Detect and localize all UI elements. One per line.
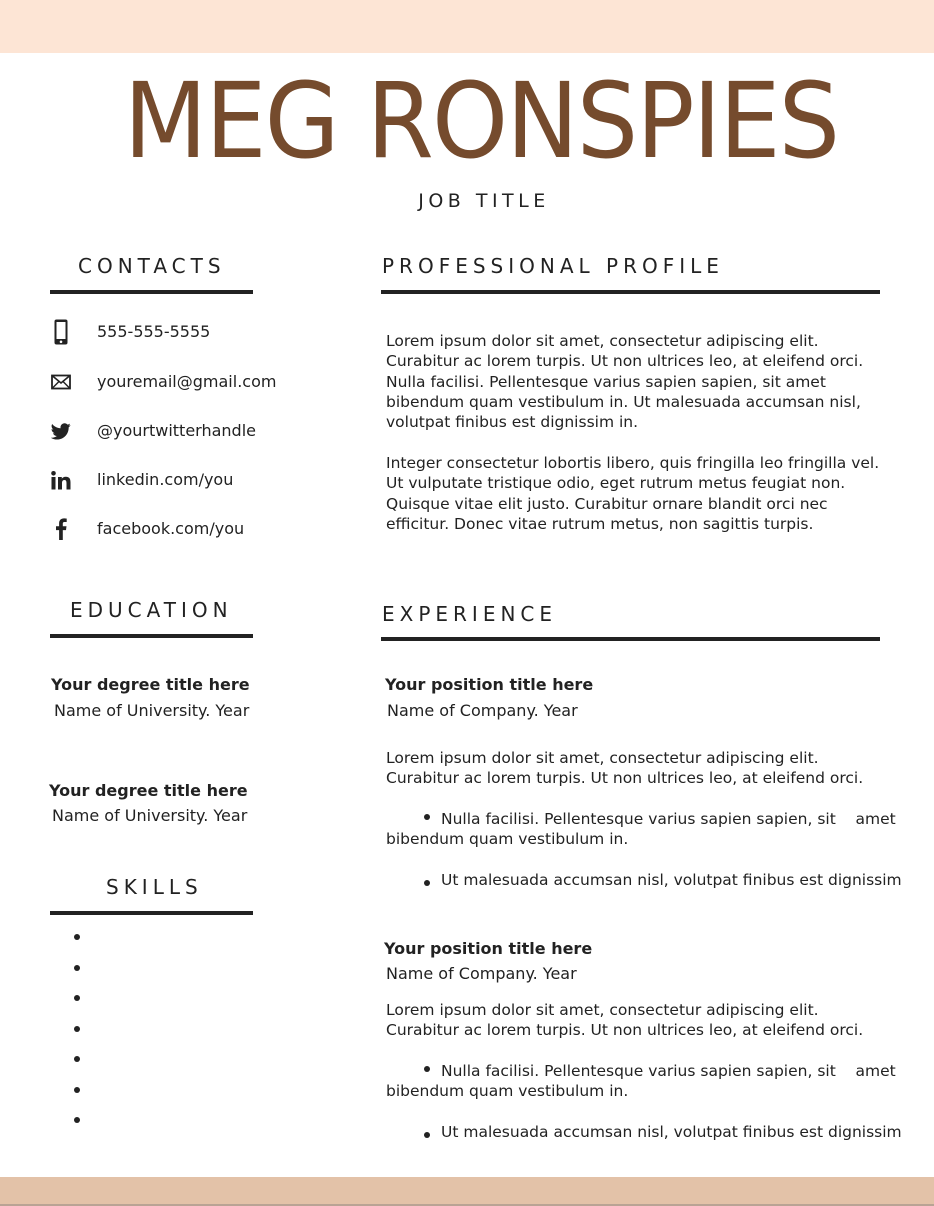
profile-paragraph-1: Lorem ipsum dolor sit amet, consectetur adipiscing elit. Curabitur ac lorem turpis. Ut non ultrices leo, at eleifend orci. Nulla facilisi. Pellentesque varius sapien sapien, sit amet bibendum quam vestibulum in. Ut malesuada accumsan nisl, volutpat finibus est dignissim in. (386, 332, 864, 432)
twitter-icon (50, 418, 72, 444)
education-divider (50, 634, 253, 638)
contact-phone (50, 319, 310, 347)
contact-email (50, 369, 310, 397)
job-1-bullet-1-line-1: Nulla facilisi. Pellentesque varius sapien sapien, sit amet (441, 810, 896, 828)
resume-name: MEG RONSPIES (123, 60, 839, 182)
contact-twitter-text: @yourtwitterhandle (97, 421, 256, 440)
job-2-bullet-dot-1 (424, 1066, 430, 1072)
education-school-1: Name of University. Year (54, 701, 250, 720)
contact-twitter (50, 418, 310, 446)
contact-linkedin (50, 467, 310, 495)
skill-bullet (74, 965, 80, 971)
job-2-company: Name of Company. Year (386, 964, 577, 983)
education-heading: EDUCATION (70, 598, 233, 622)
job-2-description: Lorem ipsum dolor sit amet, consectetur adipiscing elit. Curabitur ac lorem turpis. Ut non ultrices leo, at eleifend orci. (386, 1001, 864, 1040)
contact-email-text: youremail@gmail.com (97, 372, 277, 391)
profile-divider (381, 290, 880, 294)
contacts-heading: CONTACTS (78, 254, 226, 278)
contact-facebook-text: facebook.com/you (97, 519, 245, 538)
profile-heading: PROFESSIONAL PROFILE (382, 254, 724, 278)
job-1-bullet-dot-2 (424, 880, 430, 886)
education-degree-2: Your degree title here (49, 781, 248, 800)
skill-bullet (74, 934, 80, 940)
education-school-2: Name of University. Year (52, 806, 248, 825)
job-2-bullet-2: Ut malesuada accumsan nisl, volutpat finibus est dignissim (441, 1123, 902, 1141)
skill-bullet (74, 1087, 80, 1093)
education-degree-1: Your degree title here (51, 675, 250, 694)
contact-facebook (50, 516, 310, 544)
skills-heading: SKILLS (106, 875, 203, 899)
job-1-bullet-dot-1 (424, 814, 430, 820)
skill-bullet (74, 1026, 80, 1032)
job-1-company: Name of Company. Year (387, 701, 578, 720)
bottom-color-band (0, 1177, 934, 1204)
contact-phone-text: 555-555-5555 (97, 322, 211, 341)
linkedin-icon (50, 467, 72, 493)
top-color-band (0, 0, 934, 53)
job-2-position: Your position title here (384, 939, 593, 958)
experience-heading: EXPERIENCE (382, 602, 558, 626)
job-2-bullet-1-line-2: bibendum quam vestibulum in. (386, 1082, 629, 1100)
job-1-description: Lorem ipsum dolor sit amet, consectetur adipiscing elit. Curabitur ac lorem turpis. Ut non ultrices leo, at eleifend orci. (386, 749, 864, 788)
job-2-bullet-dot-2 (424, 1132, 430, 1138)
contacts-divider (50, 290, 253, 294)
facebook-icon (50, 516, 72, 542)
profile-paragraph-2: Integer consectetur lobortis libero, quis fringilla leo fringilla vel. Ut vulputate tristique odio, eget rutrum metus feugiat non. Quisque vitae elit justo. Curabitur ornare blandit orci nec efficitur. Donec vitae rutrum metus, non sagittis turpis. (386, 454, 880, 533)
job-1-bullet-2: Ut malesuada accumsan nisl, volutpat finibus est dignissim (441, 871, 902, 889)
skills-divider (50, 911, 253, 915)
email-icon (50, 369, 72, 395)
job-1-bullet-1-line-2: bibendum quam vestibulum in. (386, 830, 629, 848)
job-2-bullet-1-line-1: Nulla facilisi. Pellentesque varius sapien sapien, sit amet (441, 1062, 896, 1080)
contact-linkedin-text: linkedin.com/you (97, 470, 234, 489)
job-title: JOB TITLE (418, 190, 550, 212)
skill-bullet (74, 1056, 80, 1062)
experience-divider (381, 637, 880, 641)
skill-bullet (74, 1117, 80, 1123)
skill-bullet (74, 995, 80, 1001)
phone-icon (50, 319, 72, 345)
job-1-position: Your position title here (385, 675, 594, 694)
